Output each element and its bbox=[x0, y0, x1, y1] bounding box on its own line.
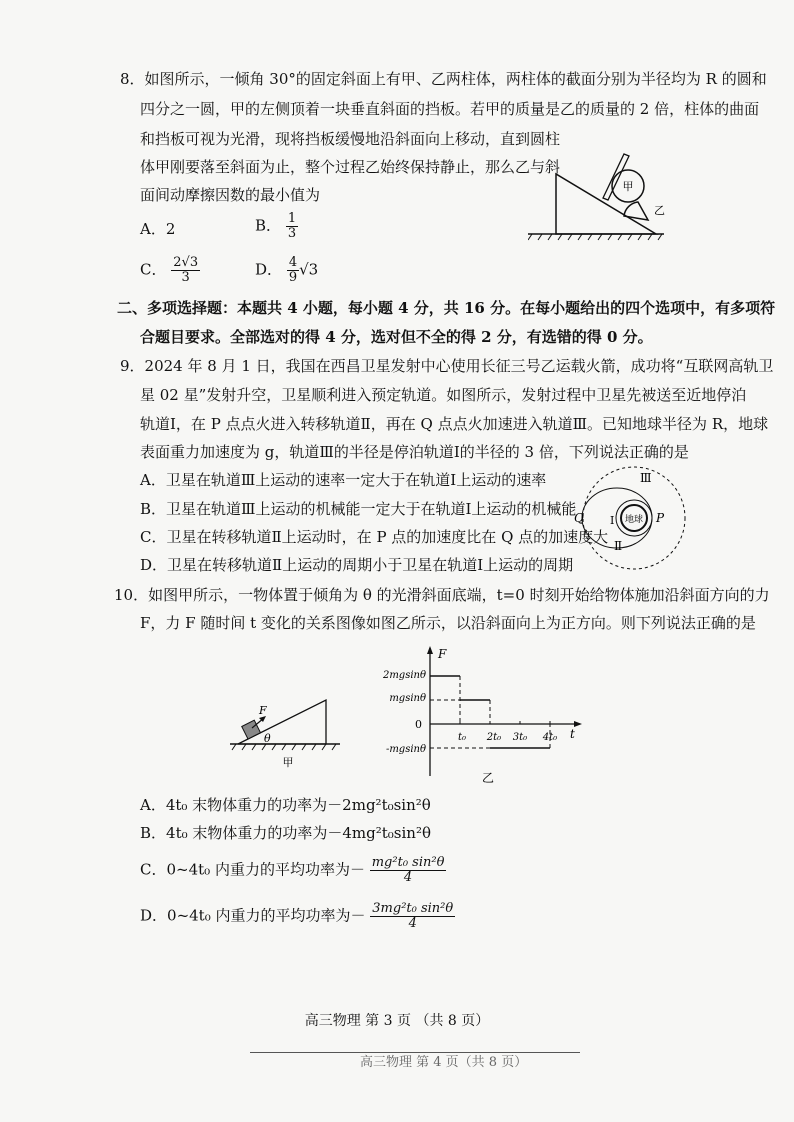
q10-y-tick-label-1: mgsinθ bbox=[389, 693, 426, 704]
q10-y-tick-label-3: -mgsinθ bbox=[385, 744, 426, 755]
q9-orbit-figure bbox=[574, 462, 686, 574]
q10-option-b: B．4t₀ 末物体重力的功率为－4mg²t₀sin²θ bbox=[140, 824, 431, 842]
q8-incline-triangle bbox=[556, 174, 656, 234]
q10-option-c-num: mg²t₀ sin²θ bbox=[371, 855, 445, 870]
q10-y-axis-label: F bbox=[438, 647, 447, 661]
q10-figure-jia bbox=[228, 696, 346, 776]
q10-x-tick-label-3: 4t₀ bbox=[542, 732, 558, 743]
q10-option-d-fraction bbox=[370, 902, 455, 931]
q9-label-iii: Ⅲ bbox=[640, 471, 652, 485]
q10-y-tick-label-0: 2mgsinθ bbox=[382, 670, 426, 681]
q9-option-a: A．卫星在轨道Ⅲ上运动的速率一定大于在轨道Ⅰ上运动的速率 bbox=[140, 471, 547, 489]
q8-option-b-fraction bbox=[286, 212, 298, 241]
q8-line-3: 和挡板可视为光滑，现将挡板缓慢地沿斜面向上移动，直到圆柱 bbox=[140, 130, 561, 148]
q8-option-b-prefix: B． bbox=[255, 216, 282, 235]
q10-jia-label-theta: θ bbox=[264, 732, 271, 745]
q10-y-tick-label-2: 0 bbox=[415, 718, 422, 731]
q8-line-1: 8．如图所示，一倾角 30°的固定斜面上有甲、乙两柱体，两柱体的截面分别为半径均为 R 的圆和 bbox=[120, 70, 767, 88]
page-footer: 高三物理 第 3 页 （共 8 页） bbox=[304, 1013, 490, 1029]
q8-option-c-num: 2√3 bbox=[173, 255, 199, 270]
q9-label-p: P bbox=[656, 511, 665, 525]
q8-option-b bbox=[255, 212, 298, 241]
section2-heading-line-1: 二、多项选择题：本题共 4 小题，每小题 4 分，共 16 分。在每小题给出的四个选项中，有多项符 bbox=[117, 299, 776, 317]
section2-heading-line-2: 合题目要求。全部选对的得 4 分，选对但不全的得 2 分，有选错的得 0 分。 bbox=[140, 328, 653, 346]
q8-option-c-den: 3 bbox=[181, 270, 190, 285]
q10-jia-ground-hatch bbox=[232, 744, 336, 750]
q10-yi-caption: 乙 bbox=[481, 771, 495, 785]
q10-x-tick-label-0: t₀ bbox=[457, 732, 467, 743]
q9-option-c: C．卫星在转移轨道Ⅱ上运动时，在 P 点的加速度比在 Q 点的加速度大 bbox=[140, 528, 609, 546]
q9-label-i: Ⅰ bbox=[610, 514, 615, 527]
q10-x-tick-label-2: 3t₀ bbox=[512, 732, 528, 743]
q8-option-c bbox=[140, 256, 200, 285]
q10-option-c-prefix: C．0~4t₀ 内重力的平均功率为－ bbox=[140, 860, 365, 879]
q9-line-4: 表面重力加速度为 g，轨道Ⅲ的半径是停泊轨道Ⅰ的半径的 3 倍，下列说法正确的是 bbox=[140, 443, 689, 461]
q8-label-jia: 甲 bbox=[622, 180, 634, 193]
q8-option-c-prefix: C． bbox=[140, 260, 167, 279]
q8-option-d-suffix: √3 bbox=[299, 260, 319, 279]
q8-option-d-num: 4 bbox=[288, 255, 298, 270]
q9-line-3: 轨道Ⅰ，在 P 点点火进入转移轨道Ⅱ，再在 Q 点点火加速进入轨道Ⅲ。已知地球半径为 R，地球 bbox=[140, 415, 769, 433]
q10-option-d bbox=[140, 902, 455, 931]
q8-ground-hatch bbox=[528, 234, 662, 240]
q10-jia-caption: 甲 bbox=[282, 756, 294, 769]
q10-jia-label-f: F bbox=[259, 704, 267, 717]
q9-option-b: B．卫星在轨道Ⅲ上运动的机械能一定大于在轨道Ⅰ上运动的机械能 bbox=[140, 500, 577, 518]
q8-line-5: 面间动摩擦因数的最小值为 bbox=[140, 186, 321, 204]
y-axis-arrow-icon bbox=[427, 646, 433, 654]
q10-option-c-den: 4 bbox=[403, 870, 413, 885]
q8-option-d bbox=[255, 256, 318, 285]
q9-label-earth: 地球 bbox=[624, 515, 644, 525]
q10-option-d-num: 3mg²t₀ sin²θ bbox=[372, 901, 454, 916]
q10-option-c-fraction bbox=[370, 856, 447, 885]
q8-option-a: A．2 bbox=[140, 220, 176, 238]
q8-option-b-num: 1 bbox=[287, 211, 297, 226]
q9-label-ii: Ⅱ bbox=[614, 539, 623, 553]
q10-option-d-den: 4 bbox=[408, 916, 417, 931]
q10-force-time-chart bbox=[356, 644, 586, 786]
q8-baffle-plate bbox=[603, 154, 629, 200]
q10-option-c bbox=[140, 856, 446, 885]
q8-label-yi: 乙 bbox=[654, 204, 665, 217]
q10-option-a: A．4t₀ 末物体重力的功率为－2mg²t₀sin²θ bbox=[140, 796, 431, 814]
q8-line-2: 四分之一圆，甲的左侧顶着一块垂直斜面的挡板。若甲的质量是乙的质量的 2 倍，柱体的曲面 bbox=[140, 100, 760, 118]
q8-option-d-den: 9 bbox=[288, 270, 298, 285]
q9-label-q: Q bbox=[574, 511, 584, 525]
q8-incline-figure bbox=[528, 152, 668, 244]
q9-line-1: 9．2024 年 8 月 1 日，我国在西昌卫星发射中心使用长征三号乙运载火箭，成功将“互联网高轨卫 bbox=[120, 357, 774, 375]
q8-option-d-prefix: D． bbox=[255, 260, 283, 279]
q8-option-d-fraction bbox=[287, 256, 299, 285]
q10-line-1: 10．如图甲所示，一物体置于倾角为 θ 的光滑斜面底端，t=0 时刻开始给物体施加沿斜面方向的力 bbox=[114, 586, 770, 604]
x-axis-arrow-icon bbox=[574, 721, 582, 727]
q8-line-4: 体甲刚要落至斜面为止，整个过程乙始终保持静止，那么乙与斜 bbox=[140, 158, 561, 176]
q8-quarter-cylinder-yi bbox=[624, 202, 648, 220]
q9-line-2: 星 02 星”发射升空，卫星顺利进入预定轨道。如图所示，发射过程中卫星先被送至近地停泊 bbox=[140, 386, 747, 404]
q10-x-tick-label-1: 2t₀ bbox=[486, 732, 502, 743]
q10-line-2: F，力 F 随时间 t 变化的关系图像如图乙所示，以沿斜面向上为正方向。则下列说法正确的是 bbox=[140, 614, 756, 632]
q8-option-c-fraction bbox=[171, 256, 200, 285]
q9-option-d: D．卫星在转移轨道Ⅱ上运动的周期小于卫星在轨道Ⅰ上运动的周期 bbox=[140, 556, 574, 574]
q10-option-d-prefix: D．0~4t₀ 内重力的平均功率为－ bbox=[140, 906, 366, 925]
q8-option-b-den: 3 bbox=[287, 226, 297, 241]
bleed-footer-text: 高三物理 第 4 页（共 8 页） bbox=[360, 1055, 528, 1070]
q10-x-axis-label: t bbox=[570, 727, 575, 741]
